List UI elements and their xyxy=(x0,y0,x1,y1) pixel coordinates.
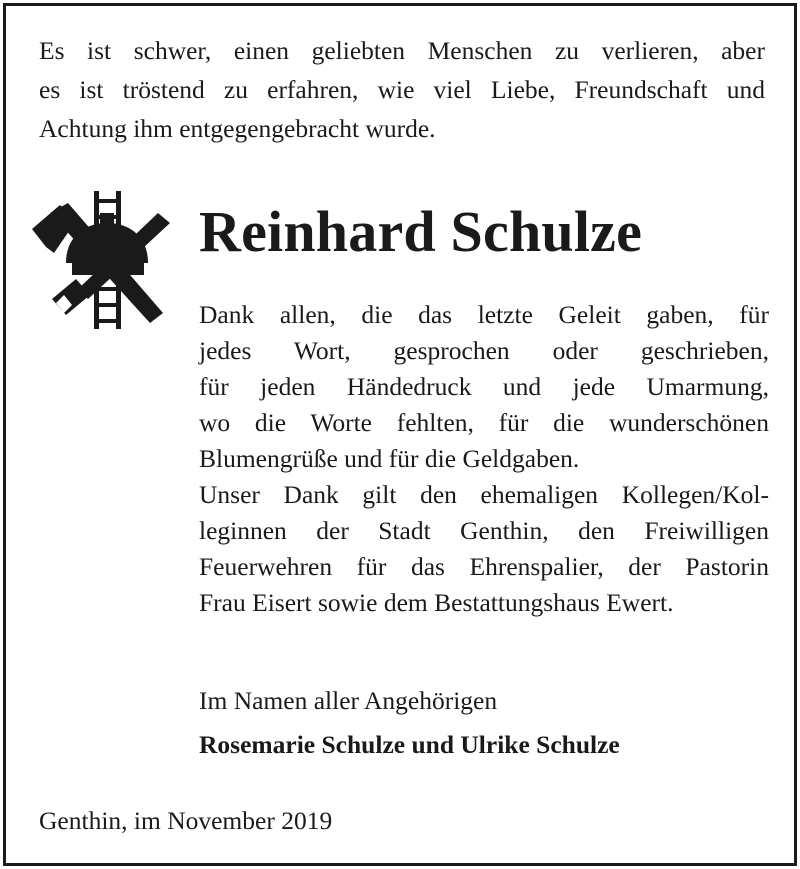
thanks-line: Unser Dank gilt den ehemaligen Kollegen/Kol- xyxy=(199,480,769,509)
mourners-names: Rosemarie Schulze und Ulrike Schulze xyxy=(199,730,620,759)
firefighter-emblem-icon xyxy=(28,191,178,336)
thanks-paragraph xyxy=(199,297,769,621)
quote-line: es ist tröstend zu erfahren, wie viel Liebe, Freundschaft und xyxy=(39,75,765,104)
thanks-line: jedes Wort, gesprochen oder geschrieben, xyxy=(199,336,769,365)
quote-line: Achtung ihm entgegengebracht wurde. xyxy=(39,114,436,143)
obituary-frame xyxy=(3,3,797,866)
quote-line: Es ist schwer, einen geliebten Menschen zu verlieren, aber xyxy=(39,36,765,65)
thanks-line: leginnen der Stadt Genthin, den Freiwilligen xyxy=(199,516,769,545)
place-date: Genthin, im November 2019 xyxy=(39,806,333,835)
thanks-line: Blumengrüße und für die Geldgaben. xyxy=(199,444,580,473)
closing-intro: Im Namen aller Angehörigen xyxy=(199,686,498,715)
thanks-line: Feuerwehren für das Ehrenspalier, der Pastorin xyxy=(199,552,769,581)
deceased-name: Reinhard Schulze xyxy=(199,199,643,264)
thanks-line: Dank allen, die das letzte Geleit gaben, für xyxy=(199,300,769,329)
quote-paragraph xyxy=(39,31,765,148)
thanks-line: Frau Eisert sowie dem Bestattungshaus Ewert. xyxy=(199,588,674,617)
thanks-line: für jeden Händedruck und jede Umarmung, xyxy=(199,372,769,401)
thanks-line: wo die Worte fehlten, für die wunderschönen xyxy=(199,408,769,437)
